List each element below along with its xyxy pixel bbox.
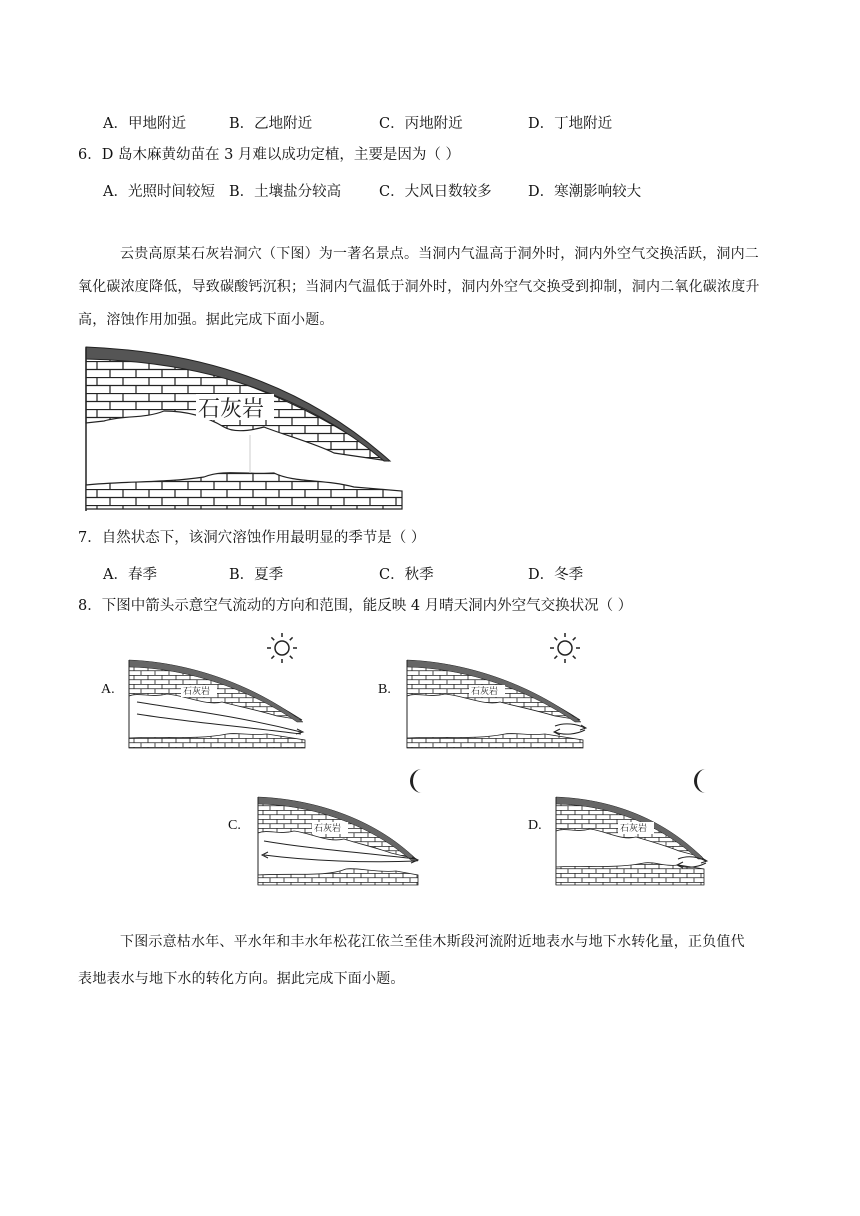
- q8-panel-b-label[interactable]: B.: [378, 682, 391, 697]
- q8-panel-b[interactable]: [405, 630, 590, 754]
- cave-diagram: [84, 345, 406, 517]
- passage-2-line-1: 下图示意枯水年、平水年和丰水年松花江依兰至佳木斯段河流附近地表水与地下水转化量，正负值代: [120, 934, 745, 950]
- q6-option-a[interactable]: A．光照时间较短: [103, 184, 215, 200]
- passage-1-line-3: 高，溶蚀作用加强。据此完成下面小题。: [78, 312, 334, 328]
- q7-option-c[interactable]: C．秋季: [379, 567, 434, 583]
- q8-panel-d-label[interactable]: D.: [528, 818, 542, 833]
- q6-stem: 6．D 岛木麻黄幼苗在 3 月难以成功定植，主要是因为（ ）: [78, 147, 461, 163]
- passage-1-line-2: 氧化碳浓度降低，导致碳酸钙沉积；当洞内气温低于洞外时，洞内外空气交换受到抑制，洞内二氧化碳浓度升: [78, 279, 760, 295]
- q8-panel-d[interactable]: [554, 765, 719, 891]
- q5-option-d[interactable]: D．丁地附近: [528, 116, 613, 132]
- passage-2-line-2: 表地表水与地下水的转化方向。据此完成下面小题。: [78, 971, 405, 987]
- q6-option-b[interactable]: B．土壤盐分较高: [229, 184, 342, 200]
- q8-panel-b-rock-label: 石灰岩: [471, 687, 499, 697]
- q5-option-c[interactable]: C．丙地附近: [379, 116, 463, 132]
- moon-icon: [694, 769, 706, 793]
- q7-option-a[interactable]: A．春季: [103, 567, 157, 583]
- q8-panel-a-label[interactable]: A.: [101, 682, 115, 697]
- q7-option-d[interactable]: D．冬季: [528, 567, 584, 583]
- moon-icon: [410, 769, 422, 793]
- q8-panel-c-label[interactable]: C.: [228, 818, 241, 833]
- sun-icon: [550, 633, 580, 663]
- q5-option-a[interactable]: A．甲地附近: [103, 116, 186, 132]
- q5-option-b[interactable]: B．乙地附近: [229, 116, 313, 132]
- q7-stem: 7．自然状态下，该洞穴溶蚀作用最明显的季节是（ ）: [78, 530, 426, 546]
- passage-1-line-1: 云贵高原某石灰岩洞穴（下图）为一著名景点。当洞内气温高于洞外时，洞内外空气交换活跃，洞内二: [120, 246, 759, 262]
- q8-panel-c-rock-label: 石灰岩: [314, 824, 342, 834]
- q8-panel-d-rock-label: 石灰岩: [620, 824, 648, 834]
- q6-option-d[interactable]: D．寒潮影响较大: [528, 184, 642, 200]
- q6-option-c[interactable]: C．大风日数较多: [379, 184, 492, 200]
- q8-panel-a-rock-label: 石灰岩: [183, 687, 211, 697]
- sun-icon: [267, 633, 297, 663]
- q8-panel-c[interactable]: [256, 765, 441, 891]
- q8-stem: 8．下图中箭头示意空气流动的方向和范围，能反映 4 月晴天洞内外空气交换状况（ ）: [78, 598, 633, 614]
- q7-option-b[interactable]: B．夏季: [229, 567, 284, 583]
- cave-rock-label: 石灰岩: [198, 397, 265, 422]
- q8-panel-a[interactable]: [127, 630, 307, 754]
